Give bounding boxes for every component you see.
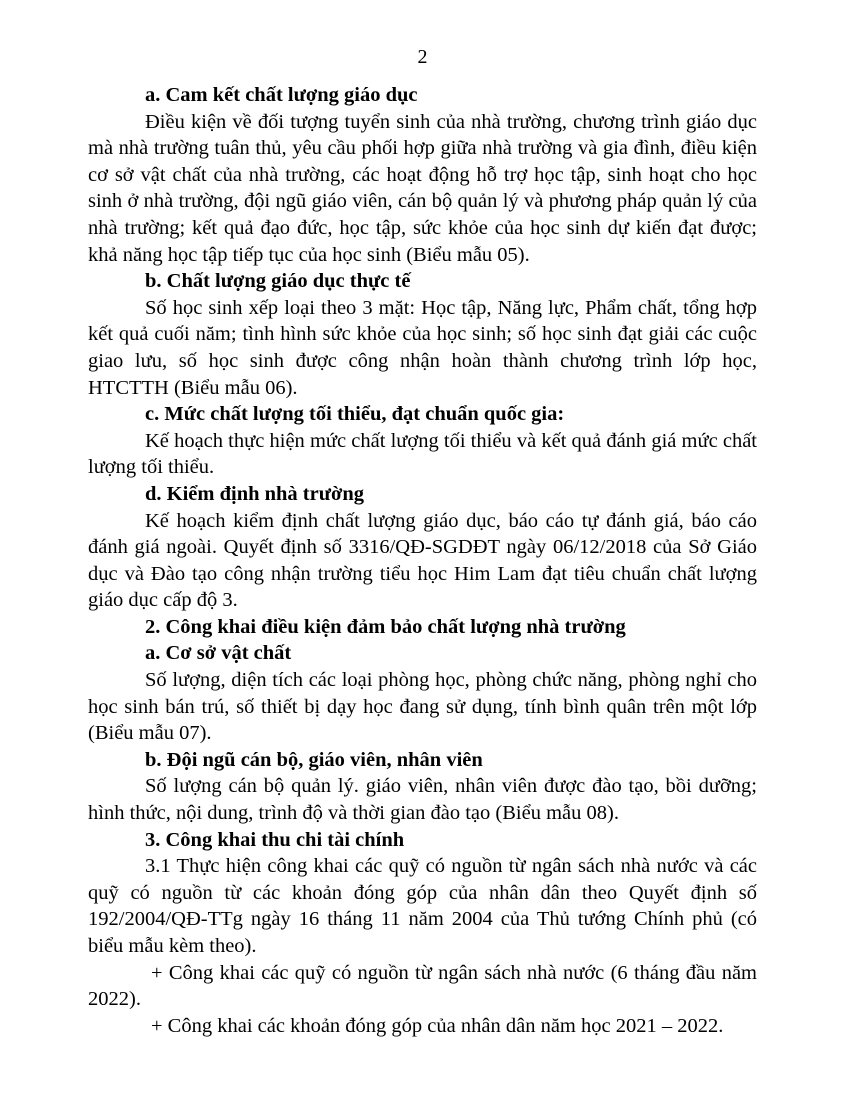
section-heading: d. Kiểm định nhà trường [145,482,365,505]
paragraph: Số lượng cán bộ quản lý. giáo viên, nhân viên được đào tạo, bồi dưỡng; hình thức, nội dung, trình độ và thời gian đào tạo (Biểu mẫu 08). [88,775,757,825]
section-heading: a. Cam kết chất lượng giáo dục [145,84,418,106]
paragraph: Kế hoạch thực hiện mức chất lượng tối thiểu và kết quả đánh giá mức chất lượng tối thiểu. [88,429,757,479]
paragraph: Số học sinh xếp loại theo 3 mặt: Học tập, Năng lực, Phẩm chất, tổng hợp kết quả cuối năm; tình hình sức khỏe của học sinh; số học sinh đạt giải các cuộc giao lưu, số học sinh được công nhận hoàn thành chương trình lớp học, HTCTTH (Biểu mẫu 06). [88,296,757,399]
paragraph: 3.1 Thực hiện công khai các quỹ có nguồn từ ngân sách nhà nước và các quỹ có nguồn từ các khoản đóng góp của nhân dân theo Quyết định số 192/2004/QĐ-TTg ngày 16 tháng 11 năm 2004 của Thủ tướng Chính phủ (có biểu mẫu kèm theo). [88,855,757,957]
paragraph: Kế hoạch kiểm định chất lượng giáo dục, báo cáo tự đánh giá, báo cáo đánh giá ngoài. Quyết định số 3316/QĐ-SGDĐT ngày 06/12/2018 của Sở Giáo dục và Đào tạo công nhận trường tiểu học Him Lam đạt tiêu chuẩn chất lượng giáo dục cấp độ 3. [88,509,757,612]
paragraph: Điều kiện về đối tượng tuyển sinh của nhà trường, chương trình giáo dục mà nhà trường tuân thủ, yêu cầu phối hợp giữa nhà trường và gia đình, điều kiện cơ sở vật chất của nhà trường, các hoạt động hỗ trợ học tập, sinh hoạt cho học sinh ở nhà trường, đội ngũ giáo viên, cán bộ quản lý và phương pháp quản lý của nhà trường; kết quả đạo đức, học tập, sức khỏe của học sinh dự kiến đạt được; khả năng học tập tiếp tục của học sinh (Biểu mẫu 05). [88,110,757,266]
section-heading: c. Mức chất lượng tối thiểu, đạt chuẩn quốc gia: [145,403,565,426]
list-item-plus: + Công khai các khoản đóng góp của nhân dân năm học 2021 – 2022. [151,1014,724,1037]
section-heading: b. Chất lượng giáo dục thực tế [145,270,411,293]
section-heading: 3. Công khai thu chi tài chính [145,828,405,851]
section-heading: b. Đội ngũ cán bộ, giáo viên, nhân viên [145,748,483,771]
list-item-plus: + Công khai các quỹ có nguồn từ ngân sách nhà nước (6 tháng đầu năm 2022). [88,961,757,1011]
section-heading: a. Cơ sở vật chất [145,642,292,665]
document-body [88,82,757,1039]
paragraph: Số lượng, diện tích các loại phòng học, phòng chức năng, phòng nghỉ cho học sinh bán trú, số thiết bị dạy học đang sử dụng, tính bình quân trên một lớp (Biểu mẫu 07). [88,669,757,745]
section-heading: 2. Công khai điều kiện đảm bảo chất lượng nhà trường [145,615,626,638]
page-number: 2 [417,46,428,68]
